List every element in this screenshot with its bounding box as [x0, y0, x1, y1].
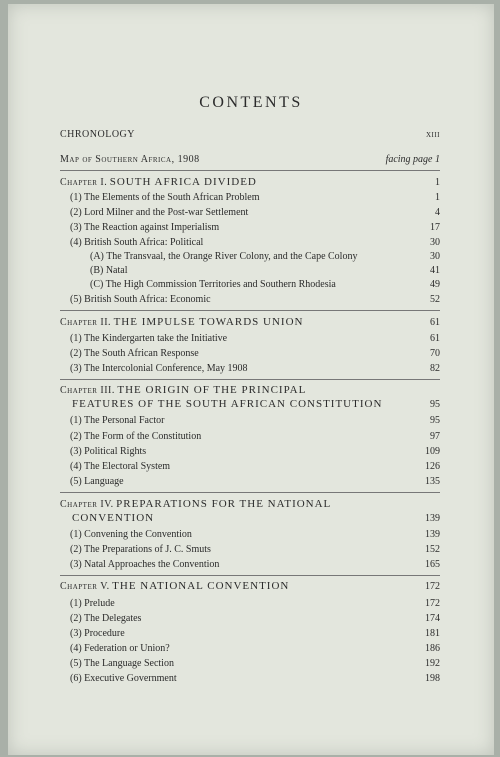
chapter-page: 95 — [430, 399, 440, 410]
toc-item-text: (A) The Transvaal, the Orange River Colony, and the Cape Colony — [90, 251, 358, 262]
toc-item — [70, 206, 440, 219]
chapter-heading — [60, 316, 440, 329]
toc-item — [70, 191, 440, 204]
chapter-label: Chapter I. — [60, 177, 108, 188]
toc-entry-label: CHRONOLOGY — [60, 129, 135, 140]
toc-subitem — [90, 278, 440, 291]
chapter-title: FEATURES OF THE SOUTH AFRICAN CONSTITUTION — [72, 398, 383, 410]
chapter-heading-continued — [60, 512, 440, 525]
toc-item-page: 174 — [425, 613, 440, 624]
toc-item-text: (2) The Delegates — [70, 613, 142, 624]
toc-item-page: 181 — [425, 628, 440, 639]
chapter-page: 1 — [435, 177, 440, 188]
toc-item-page: 126 — [425, 461, 440, 472]
toc-item — [70, 362, 440, 375]
toc-item-page: 30 — [430, 251, 440, 262]
divider — [60, 170, 440, 171]
toc-item — [70, 414, 440, 427]
toc-subitem — [90, 250, 440, 263]
toc-item-text: (2) The South African Response — [70, 348, 199, 359]
toc-item-text: (2) Lord Milner and the Post-war Settlement — [70, 207, 249, 218]
toc-item-text: (1) Convening the Convention — [70, 529, 192, 540]
chapter-label: Chapter III. — [60, 385, 115, 396]
toc-item-text: (4) Federation or Union? — [70, 643, 170, 654]
toc-entry-page: xiii — [425, 129, 440, 140]
toc-item — [70, 657, 440, 670]
chapter-label: Chapter IV. — [60, 499, 114, 510]
toc-entry-chronology — [60, 128, 440, 141]
chapter-heading — [60, 580, 440, 593]
toc-item-page: 186 — [425, 643, 440, 654]
chapter-heading-continued — [60, 398, 440, 411]
chapter-heading — [60, 384, 440, 397]
toc-item — [70, 293, 440, 306]
toc-item-text: (3) Procedure — [70, 628, 125, 639]
divider — [60, 575, 440, 576]
toc-item-page: 109 — [425, 446, 440, 457]
chapter-title: THE IMPULSE TOWARDS UNION — [113, 316, 304, 328]
toc-item — [70, 627, 440, 640]
divider — [60, 310, 440, 311]
chapter-title: THE NATIONAL CONVENTION — [112, 580, 290, 592]
toc-item-text: (1) The Elements of the South African Problem — [70, 192, 260, 203]
chapter-heading — [60, 176, 440, 189]
toc-item-page: 1 — [435, 192, 440, 203]
toc-item-text: (2) The Form of the Constitution — [70, 431, 202, 442]
toc-item-page: 165 — [425, 559, 440, 570]
toc-item — [70, 475, 440, 488]
chapter-heading — [60, 498, 440, 511]
toc-item-text: (4) British South Africa: Political — [70, 237, 204, 248]
toc-item-page: 192 — [425, 658, 440, 669]
toc-item — [70, 347, 440, 360]
toc-item-text: (6) Executive Government — [70, 673, 177, 684]
chapter-page: 139 — [425, 513, 440, 524]
toc-item-text: (3) The Reaction against Imperialism — [70, 222, 220, 233]
chapter-title: CONVENTION — [72, 512, 155, 524]
toc-item-page: 95 — [430, 415, 440, 426]
toc-item-page: 61 — [430, 333, 440, 344]
toc-item-page: 17 — [430, 222, 440, 233]
toc-item-text: (1) The Personal Factor — [70, 415, 165, 426]
toc-item — [70, 642, 440, 655]
toc-item-page: 172 — [425, 598, 440, 609]
toc-item-page: 49 — [430, 279, 440, 290]
divider — [60, 492, 440, 493]
divider — [60, 379, 440, 380]
toc-item-text: (B) Natal — [90, 265, 128, 276]
toc-item — [70, 597, 440, 610]
toc-item — [70, 558, 440, 571]
toc-item-page: 97 — [430, 431, 440, 442]
book-page — [8, 4, 494, 755]
toc-item-page: 41 — [430, 265, 440, 276]
page-title: CONTENTS — [199, 94, 303, 111]
chapter-title: SOUTH AFRICA DIVIDED — [109, 176, 257, 188]
toc-entry-map — [60, 153, 440, 166]
toc-item — [70, 672, 440, 685]
toc-item — [70, 221, 440, 234]
toc-item-text: (4) The Electoral System — [70, 461, 171, 472]
toc-item-text: (3) Natal Approaches the Convention — [70, 559, 220, 570]
toc-item-text: (1) The Kindergarten take the Initiative — [70, 333, 228, 344]
chapter-title: THE ORIGIN OF THE PRINCIPAL — [117, 384, 307, 396]
toc-item-text: (3) The Intercolonial Conference, May 1908 — [70, 363, 248, 374]
toc-item-text: (5) The Language Section — [70, 658, 174, 669]
toc-item-page: 135 — [425, 476, 440, 487]
toc-item-page: 82 — [430, 363, 440, 374]
toc-item — [70, 332, 440, 345]
toc-item-text: (1) Prelude — [70, 598, 115, 609]
toc-item-text: (3) Political Rights — [70, 446, 147, 457]
toc-item — [70, 543, 440, 556]
toc-item-page: 139 — [425, 529, 440, 540]
toc-item-text: (2) The Preparations of J. C. Smuts — [70, 544, 211, 555]
toc-item — [70, 612, 440, 625]
chapter-page: 61 — [430, 317, 440, 328]
toc-item-page: 152 — [425, 544, 440, 555]
toc-entry-page: facing page 1 — [385, 154, 440, 165]
toc-item-page: 4 — [435, 207, 440, 218]
toc-item — [70, 430, 440, 443]
toc-item — [70, 445, 440, 458]
chapter-title: PREPARATIONS FOR THE NATIONAL — [116, 498, 332, 510]
chapter-label: Chapter II. — [60, 317, 112, 328]
toc-item-text: (C) The High Commission Territories and Southern Rhodesia — [90, 279, 336, 290]
toc-item — [70, 236, 440, 249]
toc-item-page: 52 — [430, 294, 440, 305]
chapter-page: 172 — [425, 581, 440, 592]
toc-item-page: 30 — [430, 237, 440, 248]
toc-subitem — [90, 264, 440, 277]
toc-item-page: 70 — [430, 348, 440, 359]
toc-item-text: (5) British South Africa: Economic — [70, 294, 211, 305]
toc-item — [70, 528, 440, 541]
chapter-label: Chapter V. — [60, 581, 110, 592]
toc-item — [70, 460, 440, 473]
toc-item-text: (5) Language — [70, 476, 124, 487]
toc-entry-label: Map of Southern Africa, 1908 — [60, 154, 200, 165]
toc-item-page: 198 — [425, 673, 440, 684]
